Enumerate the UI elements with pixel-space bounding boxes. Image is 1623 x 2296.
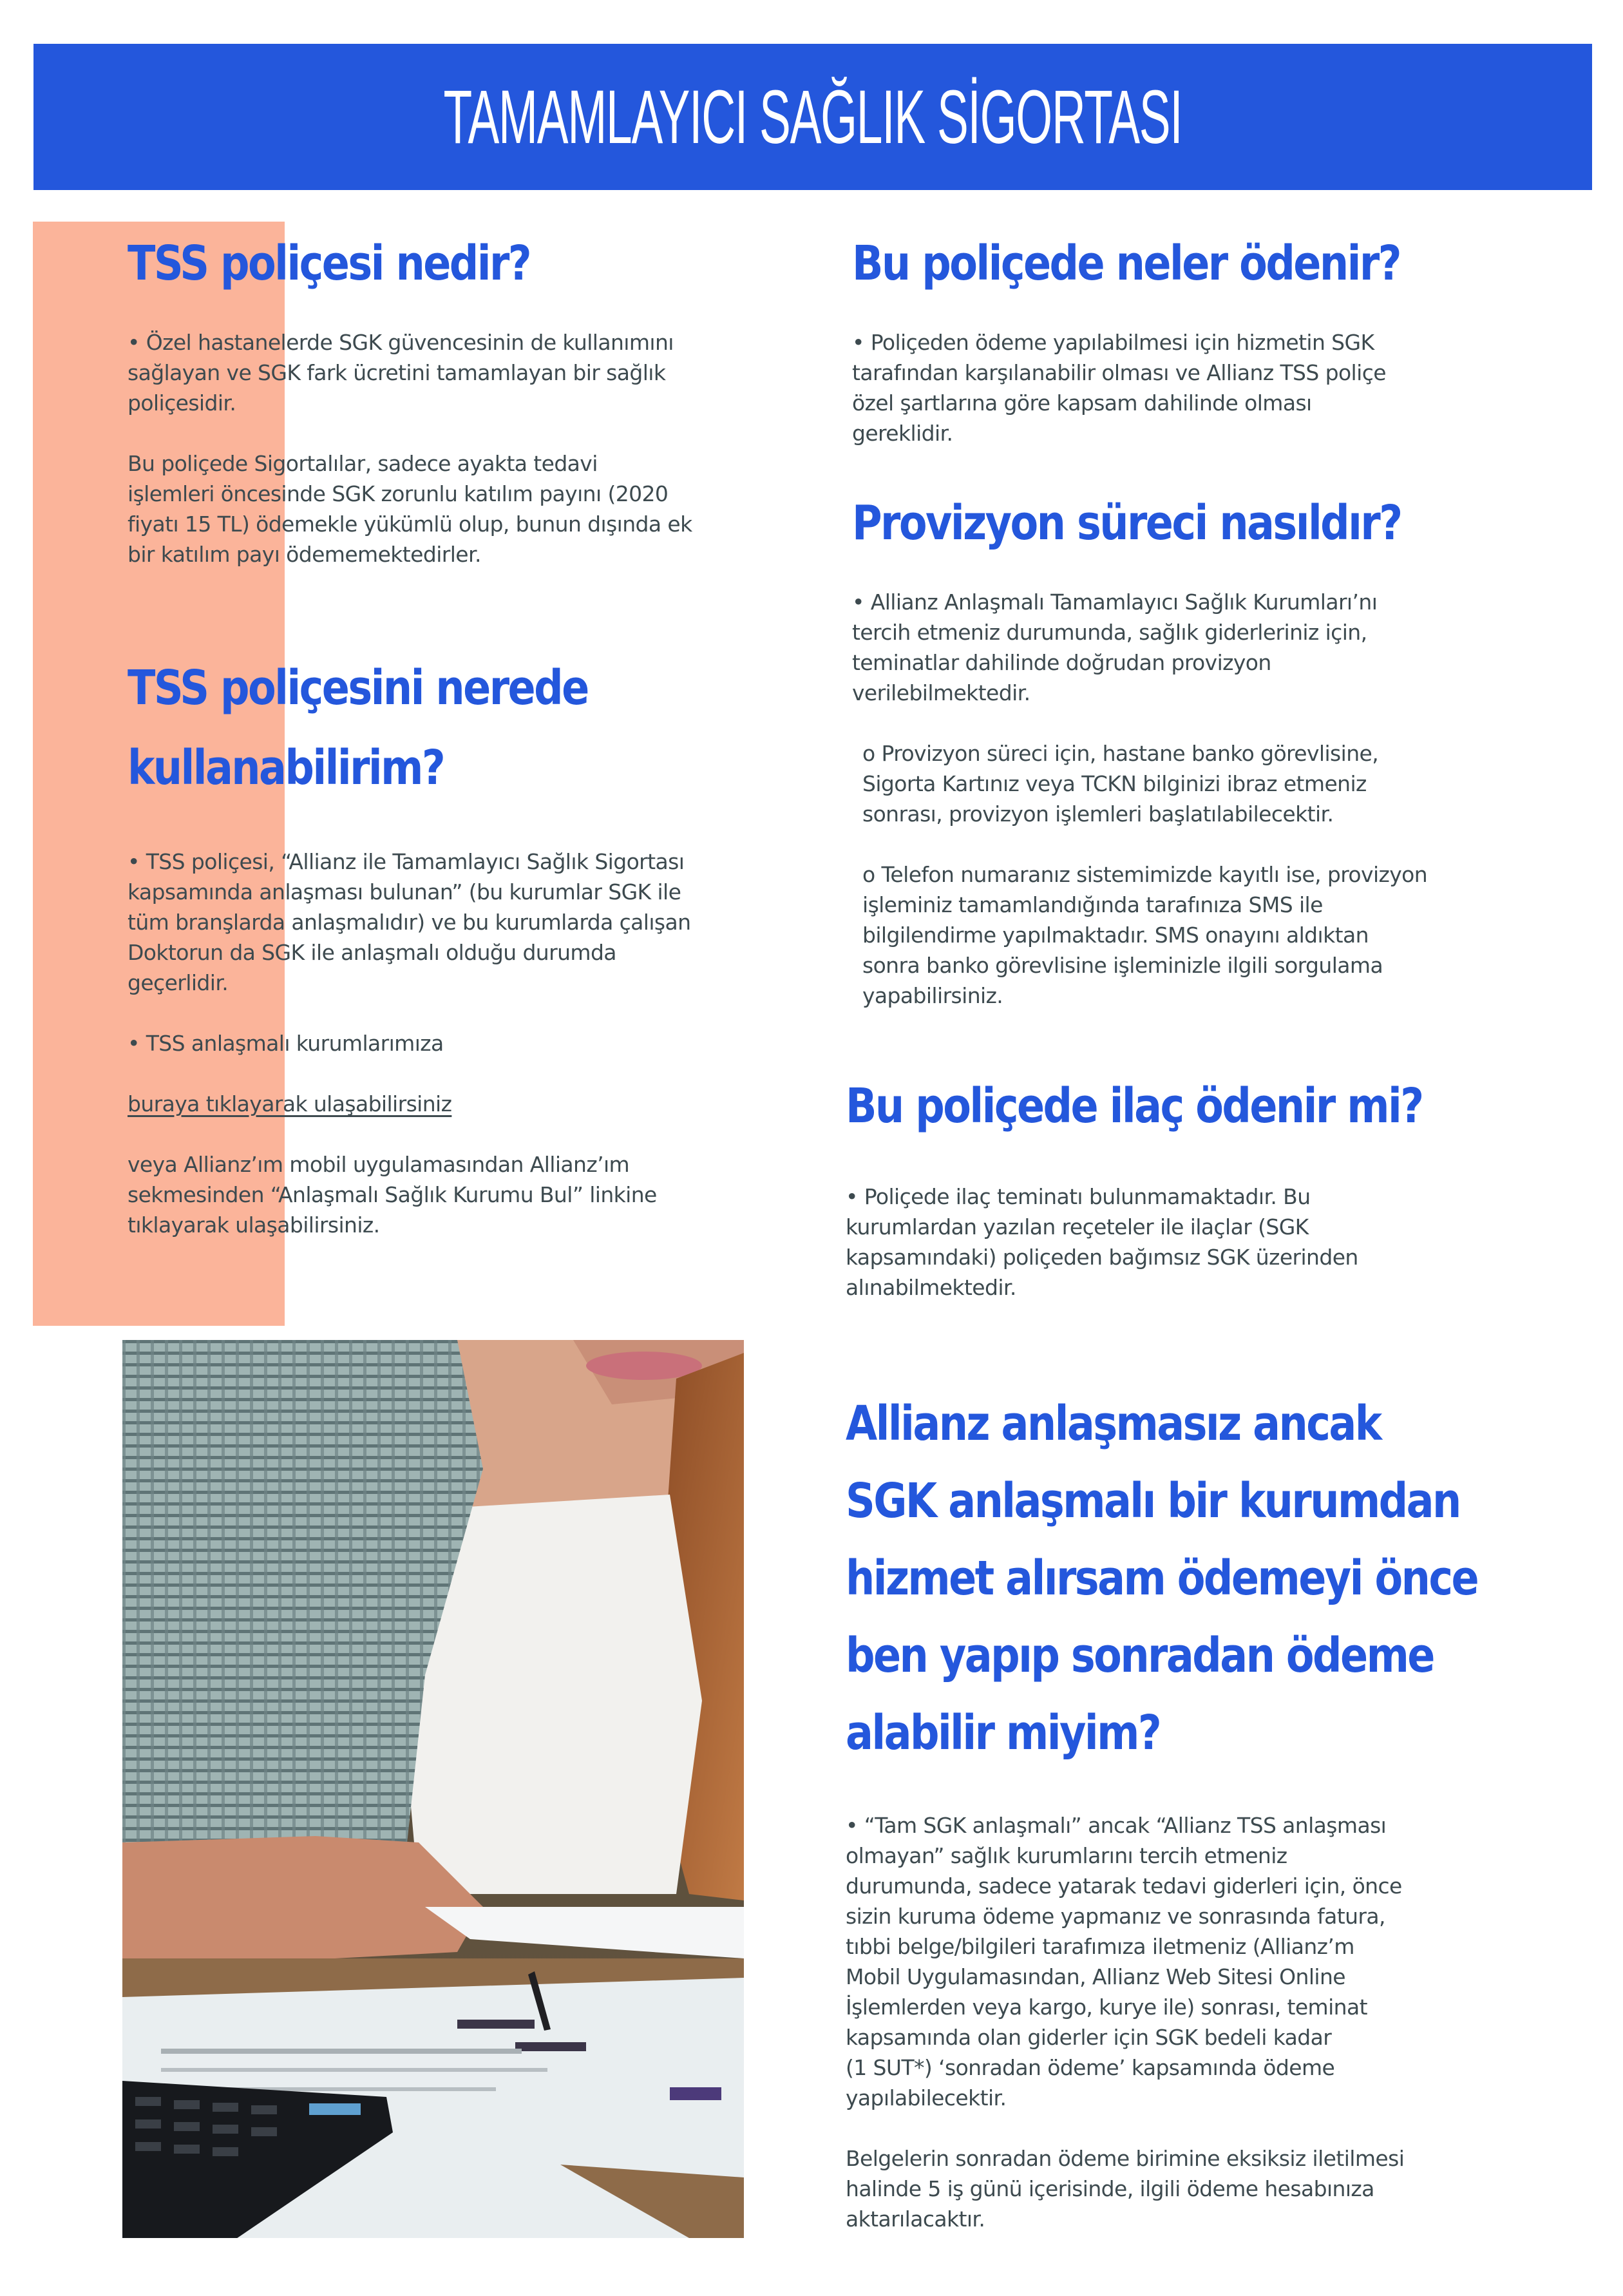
hero-photo (122, 1340, 744, 2238)
paragraph: Belgelerin sonradan ödeme birimine eksiksiz iletilmesi halinde 5 iş günü içerisinde, ilgili ödeme hesabınıza aktarılacaktır. (846, 2146, 1405, 2232)
paragraph: • Allianz Anlaşmalı Tamamlayıcı Sağlık Kurumları’nı tercih etmeniz durumunda, sağlık giderleriniz için, teminatlar dahilinde doğrudan provizyon verilebilmektedir. (852, 589, 1378, 705)
section-medication (846, 1078, 1567, 1303)
section-heading-line: kullanabilirim? (128, 740, 444, 796)
paragraph: • Poliçede ilaç teminatı bulunmamaktadır. Bu kurumlardan yazılan reçeteler ile ilaçlar (SGK kapsamındaki) poliçeden bağımsız SGK üzerinden alınabilmektedir. (846, 1184, 1358, 1300)
section-heading-line: hizmet alırsam ödemeyi önce (846, 1551, 1478, 1606)
provision-sub-item: o Telefon numaranız sistemimizde kayıtlı ise, provizyon işleminiz tamamlandığında tarafınıza SMS ile bilgilendirme yapılmaktadır. SMS onayını aldıktan sonra banko görevlisine işleminizle ilgili sorgulama yapabilirsiniz. (862, 862, 1428, 1008)
section-where-use (128, 648, 772, 1240)
page-title: TAMAMLAYICI SAĞLIK SİGORTASI (443, 74, 1182, 160)
section-what-is (128, 236, 772, 569)
section-heading-line: Allianz anlaşmasız ancak (846, 1396, 1381, 1451)
section-heading: Bu poliçede neler ödenir? (852, 236, 1400, 291)
section-heading: Provizyon süreci nasıldır? (852, 495, 1401, 551)
section-heading: TSS poliçesi nedir? (128, 236, 531, 291)
paragraph: Bu poliçede Sigortalılar, sadece ayakta tedavi işlemleri öncesinde SGK zorunlu katılım payını (2020 fiyatı 15 TL) ödemekle yükümlü olup, bunun dışında ek bir katılım payı ödememektedirler. (128, 451, 692, 567)
agreed-institutions-link[interactable]: buraya tıklayarak ulaşabilirsiniz (128, 1091, 452, 1116)
paragraph: • TSS anlaşmalı kurumlarımıza (128, 1031, 444, 1056)
section-heading-line: TSS poliçesini nerede (128, 660, 588, 716)
paragraph: • TSS poliçesi, “Allianz ile Tamamlayıcı Sağlık Sigortası kapsamında anlaşması bulunan” (bu kurumlar SGK ile tüm branşlarda anlaşmalıdır) ve bu kurumlarda çalışan Doktorun da SGK ile anlaşmalı olduğu durumda geçerlidir. (128, 849, 691, 995)
paragraph: • “Tam SGK anlaşmalı” ancak “Allianz TSS anlaşması olmayan” sağlık kurumlarını tercih etmeniz durumunda, sadece yatarak tedavi giderleri için, önce sizin kuruma ödeme yapmanız ve sonrasında fatura, tıbbi belge/bilgileri tarafımıza iletmeniz (Allianz’m Mobil Uygulamasından, Allianz Web Sitesi Online İşlemlerden veya kargo, kurye ile) sonrası, teminat kapsamında olan giderler için SGK bedeli kadar (1 SUT*) ‘sonradan ödeme’ kapsamında ödeme yapılabilecektir. (846, 1813, 1402, 2110)
section-heading: Bu poliçede ilaç ödenir mi? (846, 1078, 1423, 1134)
paragraph: • Poliçeden ödeme yapılabilmesi için hizmetin SGK tarafından karşılanabilir olması ve Allianz TSS poliçe özel şartlarına göre kapsam dahilinde olması gereklidir. (852, 330, 1386, 446)
woman-with-bills-image (122, 1340, 744, 2238)
section-heading-line: ben yapıp sonradan ödeme (846, 1628, 1434, 1683)
section-what-paid (852, 236, 1573, 448)
section-reimbursement (846, 1385, 1580, 2234)
paragraph: • Özel hastanelerde SGK güvencesinin de kullanımını sağlayan ve SGK fark ücretini tamamlayan bir sağlık poliçesidir. (128, 330, 674, 416)
section-provision (852, 495, 1573, 1011)
section-heading-line: alabilir miyim? (846, 1705, 1161, 1761)
paragraph: veya Allianz’ım mobil uygulamasından Allianz’ım sekmesinden “Anlaşmalı Sağlık Kurumu Bul” linkine tıklayarak ulaşabilirsiniz. (128, 1152, 657, 1238)
section-heading-line: SGK anlaşmalı bir kurumdan (846, 1473, 1460, 1529)
provision-sub-item: o Provizyon süreci için, hastane banko görevlisine, Sigorta Kartınız veya TCKN bilginizi ibraz etmeniz sonrası, provizyon işlemleri başlatılabilecektir. (862, 741, 1379, 827)
title-banner (33, 44, 1592, 190)
